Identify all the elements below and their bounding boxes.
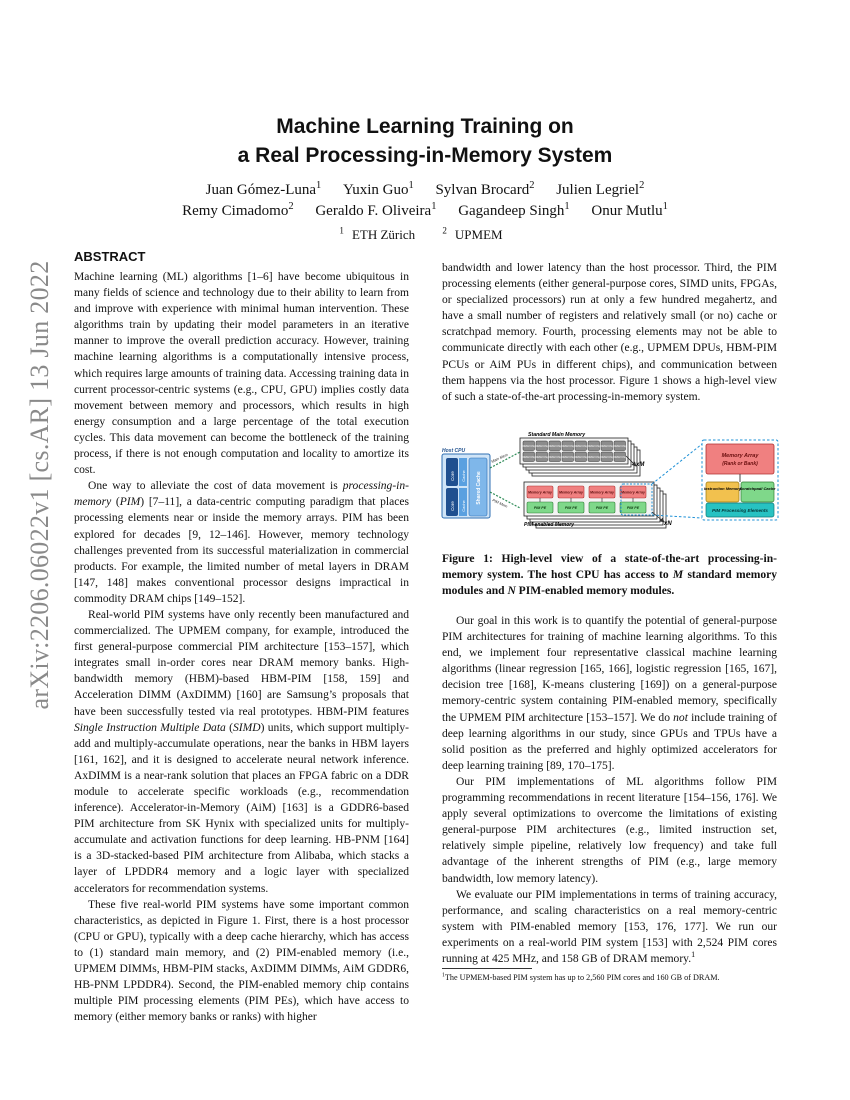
svg-text:Core: Core	[450, 471, 455, 481]
dram-chip-label: DRAM Chip	[599, 456, 614, 459]
standard-memory-stack	[520, 438, 640, 476]
svg-text:Memory Array: Memory Array	[721, 453, 759, 459]
author: Sylvan Brocard$^2$	[435, 180, 535, 198]
svg-text:Core: Core	[450, 501, 455, 511]
memory-array-label: Memory Array	[527, 490, 553, 495]
svg-text:Cache: Cache	[461, 470, 466, 482]
svg-text:Cache: Cache	[461, 500, 466, 512]
svg-text:Shared Cache: Shared Cache	[476, 471, 482, 505]
right-column-top	[442, 260, 777, 405]
dram-chip-label: DRAM Chip	[586, 456, 601, 459]
title-line-2: a Real Processing-in-Memory System	[237, 144, 613, 167]
svg-text:(Rank or Bank): (Rank or Bank)	[722, 461, 758, 467]
author-row-2	[0, 201, 850, 222]
author: Julien Legriel$^2$	[556, 180, 645, 198]
affiliation: $^1$ ETH Zürich	[339, 225, 416, 242]
author: Remy Cimadomo$^2$	[182, 201, 294, 219]
pim-pe-label: PIM PE	[533, 506, 547, 510]
host-cpu-label: Host CPU	[442, 448, 466, 454]
author: Gagandeep Singh$^1$	[458, 201, 570, 219]
pim-pe-label: PIM PE	[626, 506, 640, 510]
svg-text:Scratchpad/ Cache: Scratchpad/ Cache	[739, 486, 776, 491]
dram-chip-label: DRAM Chip	[547, 456, 562, 459]
dram-chip-label: DRAM Chip	[534, 445, 549, 448]
standard-main-memory-label: Standard Main Memory	[528, 432, 586, 438]
dram-chip-label: DRAM Chip	[547, 445, 562, 448]
abstract-heading: ABSTRACT	[74, 249, 146, 264]
dram-chip-label: DRAM Chip	[521, 445, 536, 448]
affiliation: $^2$ UPMEM	[442, 225, 503, 242]
figure-caption: Figure 1: High-level view of a state-of-the-art processing-in-memory system. The host CPU has access to M standard memory modules and N PIM-enabled memory modules.	[442, 553, 777, 597]
dram-chip-label: DRAM Chip	[560, 456, 575, 459]
scratchpad-block	[741, 482, 774, 502]
title-line-1: Machine Learning Training on	[276, 115, 574, 138]
affiliations	[0, 227, 850, 243]
instruction-memory-block	[706, 482, 739, 502]
dram-chip-label: DRAM Chip	[612, 456, 627, 459]
dram-chip-label: DRAM Chip	[573, 445, 588, 448]
paragraph: Machine learning (ML) algorithms [1–6] have become ubiquitous in many fields of science and technology due to their ability to learn from and improve with experience with minimal human intervention. These algorithms train by updating their model parameters in an iterative manner to improve the overall prediction accuracy. However, training machine learning algorithms is a computationally intensive process, which requires large amounts of training data. Accessing training data in current processor-centric systems (e.g., CPU, GPU) implies costly data movement between memory and processors, which results in high energy consumption and a large percentage of the total execution cycles. This data movement can become the bottleneck of the training process, if there is not enough computation and locality to amortize its cost.	[74, 271, 409, 477]
xN-label: xN	[664, 521, 672, 527]
dram-chip-label: DRAM Chip	[560, 445, 575, 448]
svg-text:Instruction Memory: Instruction Memory	[703, 486, 742, 491]
paragraph: We evaluate our PIM implementations in terms of training accuracy, performance, and scaling characteristics on a real memory-centric system with PIM-enabled memory [153, 176, 177]. We run our experiments on a real-world PIM system [153] with 2,524 PIM cores running at 425 MHz, and 158 GB of DRAM memory.$^1$	[442, 888, 777, 965]
author: Juan Gómez-Luna$^1$	[205, 180, 322, 198]
footnote-rule	[442, 968, 532, 969]
pim-enabled-memory-label: PIM-enabled Memory	[524, 522, 575, 528]
right-column-bottom	[442, 613, 777, 967]
paragraph: Our goal in this work is to quantify the potential of general-purpose PIM architectures for training of machine learning algorithms. To this end, we implement four representative classical machine learning algorithms (linear regression [165, 166], logistic regression [165, 167], decision tree [168], K-means clustering [169]) on a general-purpose memory-centric system containing PIM-enabled memory, specifically the UPMEM PIM architecture [153–157]. We do not include training of deep learning algorithms in our study, since GPUs and TPUs have a solid position as the preferred and highly optimized accelerators for deep learning training [89, 170–175].	[442, 615, 777, 772]
author-row-1	[0, 180, 850, 201]
author: Onur Mutlu$^1$	[591, 201, 668, 219]
paper-title	[0, 112, 850, 170]
paragraph: One way to alleviate the cost of data movement is processing-in-memory (PIM) [7–11], a data-centric computing paradigm that places processing elements near or inside the memory arrays. PIM has been explored for decades [9, 12–146]. However, memory technology challenges prevented from its successful materialization in commercial products. For example, the limited number of metal layers in DRAM [147, 148] makes conventional processor designs impractical in commodity DRAM chips [149–152].	[74, 480, 409, 605]
dram-chip-label: DRAM Chip	[534, 456, 549, 459]
paragraph: Our PIM implementations of ML algorithms follow PIM programming recommendations in recent literature [154–156, 176]. We apply several optimizations to overcome the limitations of existing general-purpose PIM architectures (e.g., limited instruction set, relatively simple pipeline, relatively low frequency) and take full advantage of the inherent strengths of PIM (e.g., large memory bandwidth, low memory latency).	[442, 775, 777, 885]
dram-chip-label: DRAM Chip	[599, 445, 614, 448]
svg-text:Main Mem: Main Mem	[490, 452, 509, 464]
author: Yuxin Guo$^1$	[343, 180, 414, 198]
memory-array-label: Memory Array	[620, 490, 646, 495]
paragraph: Real-world PIM systems have only recently been manufactured and commercialized. The UPMEM company, for example, introduced the first general-purpose commercial PIM architecture [153–157], which integrates small in-order cores near DRAM memory banks. High-bandwidth memory (HBM)-based HBM-PIM [158, 159] and Acceleration DIMM (AxDIMM) [160] are Samsung’s proposals that have been successfully tested via real prototypes. HBM-PIM features Single Instruction Multiple Data (SIMD) units, which support multiply-add and multiply-accumulate operations, near the banks in HBM layers [161, 162], and it is designed to accelerate neural network inference. AxDIMM is a near-rank solution that places an FPGA fabric on a DDR module to accelerate specific workloads (e.g., recommendation inference). Accelerator-in-Memory (AiM) [163] is a GDDR6-based PIM architecture from SK Hynix with specialized units for multiply-accumulate and activation functions for deep learning. HB-PNM [164] is a 3D-stacked-based PIM architecture from Alibaba, which stacks a layer of LPDDR4 memory and a logic layer with specialized accelerators for recommendation systems.	[74, 608, 409, 895]
dram-chip-label: DRAM Chip	[612, 445, 627, 448]
memory-array-label: Memory Array	[558, 490, 584, 495]
arxiv-identifier: arXiv:2206.06022v1 [cs.AR] 13 Jun 2022	[25, 260, 54, 710]
footnote: $^1$The UPMEM-based PIM system has up to 2,560 PIM cores and 160 GB of DRAM.	[442, 972, 720, 982]
pim-pe-label: PIM PE	[595, 506, 609, 510]
author-list	[0, 180, 850, 222]
left-column	[74, 269, 409, 1025]
xM-label: xM	[636, 462, 645, 468]
zoom-memory-array	[706, 444, 774, 474]
paragraph: bandwidth and lower latency than the host processor. Third, the PIM processing elements (either general-purpose cores, SIMD units, FPGAs, or specialized processors) run at only a few hundred megahertz, and have a small number of registers and relatively small (or no) cache or scratchpad memory. Fourth, processing elements may not be able to communicate directly with each other (e.g., UPMEM DPUs, HBM-PIM PCUs or AiM PUs in different chips), and communication between them happens via the host processor. Figure 1 shows a high-level view of such a state-of-the-art processing-in-memory system.	[442, 262, 777, 403]
dram-chip-label: DRAM Chip	[573, 456, 588, 459]
svg-text:PIM Processing Elements: PIM Processing Elements	[712, 508, 768, 513]
memory-array-label: Memory Array	[589, 490, 615, 495]
paragraph: These five real-world PIM systems have some important common characteristics, as depicted in Figure 1. First, there is a host processor (CPU or GPU), typically with a deep cache hierarchy, which has access to (1) standard main memory, and (2) PIM-enabled memory (i.e., UPMEM DIMMs, HBM-PIM stacks, AxDIMM DIMMs, AiM GDDR6, HB-PNM LPDDR4). Second, the PIM-enabled memory chip contains multiple PIM processing elements (PIM PEs), which have access to memory (either memory banks or ranks) with higher	[74, 898, 409, 1024]
author: Geraldo F. Oliveira$^1$	[315, 201, 437, 219]
zoom-line	[652, 444, 702, 484]
dram-chip-label: DRAM Chip	[586, 445, 601, 448]
dram-chip-label: DRAM Chip	[521, 456, 536, 459]
pim-pe-label: PIM PE	[564, 506, 578, 510]
figure-pim-system-diagram	[440, 430, 780, 550]
svg-text:PIM Mem: PIM Mem	[491, 498, 508, 509]
